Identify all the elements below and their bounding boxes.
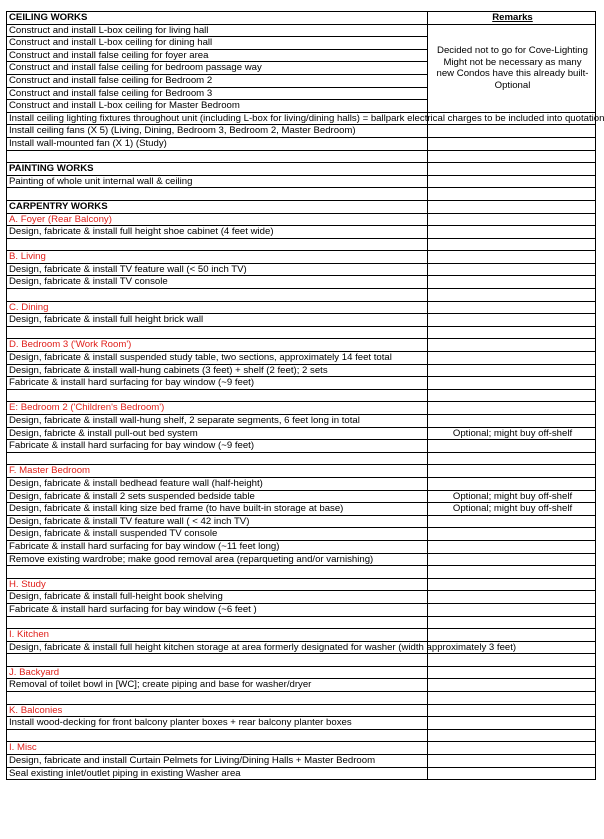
remark-cell [428,692,596,705]
remark-cell [428,339,596,352]
table-row [7,213,596,226]
table-row [7,112,596,125]
table-row [7,729,596,742]
item-cell: Design, fabricate & install suspended TV console [7,528,428,541]
remark-cell [428,666,596,679]
table-row [7,641,596,654]
item-cell: Construct and install false ceiling for foyer area [7,49,428,62]
remark-cell [428,465,596,478]
item-cell: Design, fabricate & install wall-hung shelf, 2 separate segments, 6 feet long in total [7,415,428,428]
item-cell [7,188,428,201]
item-cell: Fabricate & install hard surfacing for bay window (~6 feet ) [7,603,428,616]
table-row [7,692,596,705]
item-cell: Design, fabricate & install full height shoe cabinet (4 feet wide) [7,226,428,239]
remark-cell [428,729,596,742]
remark-cell: Optional; might buy off-shelf [428,427,596,440]
remark-cell [428,163,596,176]
item-cell: Design, fabricate & install TV console [7,276,428,289]
section-header-ceiling-works: CEILING WORKS [7,12,428,25]
subsection-bedroom-3: D. Bedroom 3 ('Work Room') [7,339,428,352]
table-row [7,452,596,465]
item-cell: Construct and install L-box ceiling for dining hall [7,37,428,50]
table-row [7,465,596,478]
item-cell [7,692,428,705]
remark-cell [428,364,596,377]
table-row [7,12,596,25]
remark-cell [428,276,596,289]
subsection-dining: C. Dining [7,301,428,314]
remark-cell [428,251,596,264]
item-cell: Construct and install false ceiling for Bedroom 2 [7,74,428,87]
remark-cell [428,540,596,553]
remark-cell [428,591,596,604]
item-cell [7,326,428,339]
remark-text: Might not be necessary as many [443,56,582,68]
subsection-study: H. Study [7,578,428,591]
item-cell: Install ceiling lighting fixtures throughout unit (including L-box for living/dining halls) = ballpark electrical charges to be included into quotation [7,112,428,125]
remark-cell [428,389,596,402]
item-cell [7,150,428,163]
table-row [7,490,596,503]
item-cell: Install wood-decking for front balcony planter boxes + rear balcony planter boxes [7,717,428,730]
item-cell: Construct and install false ceiling for bedroom passage way [7,62,428,75]
table-row [7,566,596,579]
remark-cell [428,150,596,163]
table-row [7,528,596,541]
remark-cell [428,704,596,717]
table-row [7,540,596,553]
item-cell: Fabricate & install hard surfacing for bay window (~9 feet) [7,377,428,390]
remark-cell [428,742,596,755]
table-row [7,377,596,390]
subsection-master-bedroom: F. Master Bedroom [7,465,428,478]
item-cell: Install wall-mounted fan (X 1) (Study) [7,137,428,150]
remarks-header: Remarks [428,12,596,25]
item-cell: Design, fabricate & install TV feature wall ( < 42 inch TV) [7,515,428,528]
remark-cell [428,226,596,239]
remark-cell [428,175,596,188]
table-row [7,679,596,692]
item-cell [7,566,428,579]
table-row [7,226,596,239]
remark-cell [428,314,596,327]
remark-cell [428,603,596,616]
remark-cell [428,654,596,667]
table-row [7,717,596,730]
remark-cell [428,452,596,465]
item-cell [7,289,428,302]
remark-cell [428,301,596,314]
table-row [7,553,596,566]
table-row [7,402,596,415]
table-row [7,578,596,591]
table-row [7,415,596,428]
item-cell [7,238,428,251]
remark-cell [428,213,596,226]
table-row [7,326,596,339]
remark-cell [428,326,596,339]
item-cell: Remove existing wardrobe; make good removal area (reparqueting and/or varnishing) [7,553,428,566]
table-row [7,477,596,490]
remark-cell [428,553,596,566]
remark-cell [428,377,596,390]
subsection-balconies: K. Balconies [7,704,428,717]
item-cell: Design, fabricate & install full height kitchen storage at area formerly designated for washer (width approximately 3 feet) [7,641,428,654]
table-row [7,704,596,717]
item-cell: Design, fabricate & install king size bed frame (to have built-in storage at base) [7,503,428,516]
remark-cell [428,755,596,768]
item-cell: Design, fabricate & install TV feature wall (< 50 inch TV) [7,263,428,276]
subsection-living: B. Living [7,251,428,264]
table-row [7,755,596,768]
remark-cell [428,188,596,201]
item-cell [7,616,428,629]
item-cell: Construct and install L-box ceiling for living hall [7,24,428,37]
item-cell: Design, fabricate & install suspended study table, two sections, approximately 14 feet total [7,352,428,365]
subsection-backyard: J. Backyard [7,666,428,679]
item-cell [7,452,428,465]
item-cell [7,729,428,742]
item-cell: Construct and install L-box ceiling for Master Bedroom [7,100,428,113]
remark-text: Decided not to go for Cove-Lighting [437,44,588,56]
remark-cell [428,402,596,415]
table-row [7,654,596,667]
item-cell: Design, fabricate & install wall-hung cabinets (3 feet) + shelf (2 feet); 2 sets [7,364,428,377]
table-row [7,503,596,516]
table-row [7,175,596,188]
table-row [7,389,596,402]
table-row [7,163,596,176]
subsection-bedroom-2: E: Bedroom 2 ('Children's Bedroom') [7,402,428,415]
table-row [7,125,596,138]
table-row [7,200,596,213]
remark-cell [428,616,596,629]
item-cell: Fabricate & install hard surfacing for bay window (~11 feet long) [7,540,428,553]
remark-cell [428,263,596,276]
item-cell: Painting of whole unit internal wall & ceiling [7,175,428,188]
table-row [7,188,596,201]
table-row [7,289,596,302]
remark-cell [428,767,596,780]
remark-text: Optional [494,79,531,91]
item-cell [7,389,428,402]
remark-cell [428,578,596,591]
item-cell: Seal existing inlet/outlet piping in existing Washer area [7,767,428,780]
remark-cell [428,200,596,213]
remark-cell [428,566,596,579]
table-row [7,301,596,314]
section-header-painting-works: PAINTING WORKS [7,163,428,176]
item-cell [7,654,428,667]
subsection-kitchen: I. Kitchen [7,629,428,642]
remark-cell [428,289,596,302]
table-row [7,276,596,289]
table-row [7,603,596,616]
table-row [7,150,596,163]
table-row [7,238,596,251]
table-row [7,666,596,679]
table-row [7,352,596,365]
remark-cell [428,528,596,541]
item-cell: Construct and install false ceiling for Bedroom 3 [7,87,428,100]
remark-cell: Optional; might buy off-shelf [428,503,596,516]
table-row [7,427,596,440]
subsection-misc: I. Misc [7,742,428,755]
item-cell: Removal of toilet bowl in [WC]; create piping and base for washer/dryer [7,679,428,692]
remark-cell: Optional; might buy off-shelf [428,490,596,503]
remark-cell [428,629,596,642]
table-row [7,339,596,352]
table-row [7,742,596,755]
table-row [7,616,596,629]
item-cell: Design, fabricate & install bedhead feature wall (half-height) [7,477,428,490]
remark-cell [428,440,596,453]
table-row [7,364,596,377]
remark-cell [428,125,596,138]
remark-cell [428,238,596,251]
table-row [7,629,596,642]
remark-cell [428,477,596,490]
table-row [7,515,596,528]
table-row [7,591,596,604]
remark-cell [428,137,596,150]
renovation-scope-table [6,11,604,780]
remark-text: new Condos have this already built- [436,68,589,80]
remark-cell [428,679,596,692]
table-row [7,137,596,150]
table-row [7,24,596,37]
item-cell: Design, fabricate & install full-height book shelving [7,591,428,604]
item-cell: Install ceiling fans (X 5) (Living, Dining, Bedroom 3, Bedroom 2, Master Bedroom) [7,125,428,138]
item-cell: Design, fabricate and install Curtain Pelmets for Living/Dining Halls + Master Bedroom [7,755,428,768]
table-row [7,251,596,264]
remark-cell [428,415,596,428]
table-row [7,440,596,453]
table-row [7,314,596,327]
remark-cell [428,352,596,365]
subsection-foyer: A. Foyer (Rear Balcony) [7,213,428,226]
remark-cell [428,717,596,730]
item-cell: Design, fabricte & install pull-out bed system [7,427,428,440]
item-cell: Design, fabricate & install 2 sets suspended bedside table [7,490,428,503]
ceiling-remarks-cell [428,24,596,112]
item-cell: Design, fabricate & install full height brick wall [7,314,428,327]
table-row [7,767,596,780]
table-row [7,263,596,276]
section-header-carpentry-works: CARPENTRY WORKS [7,200,428,213]
remark-cell [428,515,596,528]
item-cell: Fabricate & install hard surfacing for bay window (~9 feet) [7,440,428,453]
